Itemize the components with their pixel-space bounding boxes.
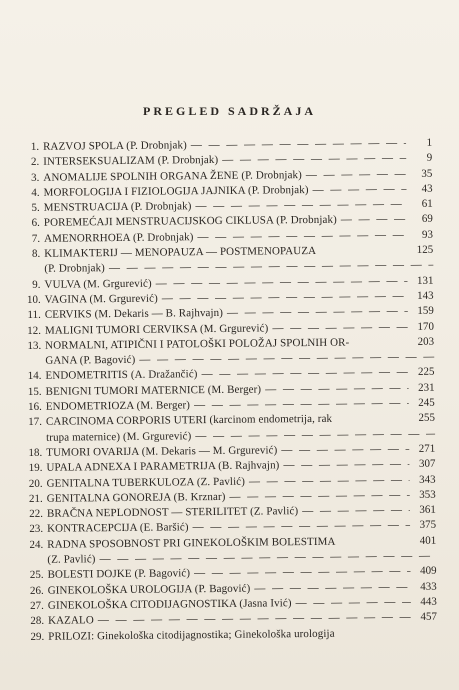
entry-page-number: 401	[419, 534, 437, 547]
table-of-contents	[22, 136, 437, 645]
entry-number: 8.	[31, 247, 41, 260]
toc-entry	[25, 411, 435, 446]
dash-leader	[268, 320, 408, 337]
entry-number: 10.	[26, 293, 41, 306]
entry-title: RAZVOJ SPOLA (P. Drobnjak)	[43, 139, 187, 153]
dash-leader	[302, 167, 407, 183]
entry-title: MALIGNI TUMORI CERVIKSA (M. Grgurević)	[44, 321, 269, 337]
entry-number: 11.	[27, 309, 41, 322]
entry-number: 7.	[31, 232, 41, 245]
entry-number: 27.	[30, 599, 44, 612]
entry-number: 26.	[29, 584, 44, 597]
entry-title: ANOMALIJE SPOLNIH ORGANA ŽENE (P. Drobnjak)	[43, 168, 302, 184]
entry-number: 29.	[30, 630, 45, 643]
entry-number: 22.	[29, 507, 43, 521]
entry-title-continued: GANA (P. Bagović)	[45, 353, 136, 367]
entry-number: 21.	[28, 492, 43, 505]
entry-title: VULVA (M. Grgurević)	[44, 277, 152, 291]
entry-page-number: 457	[420, 610, 438, 624]
entry-title: CERVIKS (M. Dekaris — B. Rajhvajn)	[44, 307, 224, 322]
entry-title: MORFOLOGIJA I FIZIOLOGIJA JAJNIKA (P. Drobnjak)	[43, 183, 309, 199]
entry-number: 13.	[27, 339, 42, 352]
entry-title: POREMEĆAJI MENSTRUACIJSKOG CIKLUSA (P. Drobnjak)	[43, 214, 337, 230]
entry-number: 5.	[31, 202, 40, 215]
entry-title: GINEKOLOŠKA CITODIJAGNOSTIKA (Jasna Ivić)	[47, 597, 292, 612]
entry-title: BENIGNI TUMORI MATERNICE (M. Berger)	[45, 383, 262, 398]
entry-page-number: 343	[419, 473, 436, 486]
entry-title: MENSTRUACIJA (P. Drobnjak)	[43, 200, 192, 214]
entry-page-number: 35	[421, 167, 433, 180]
entry-page-number: 125	[416, 243, 434, 256]
entry-number: 17.	[28, 416, 43, 429]
entry-page-number: 433	[420, 580, 437, 593]
entry-number: 3.	[31, 171, 40, 184]
entry-number: 14.	[27, 370, 42, 383]
entry-page-number: 9	[426, 152, 433, 165]
entry-page-number: 43	[421, 182, 433, 195]
entry-title-continued: trupa maternice) (M. Grgurević)	[46, 429, 192, 444]
entry-page-number: 353	[419, 488, 436, 501]
entry-page-number: 245	[418, 396, 435, 409]
entry-title: GENITALNA GONOREJA (B. Krznar)	[46, 490, 226, 505]
entry-page-number: 443	[420, 595, 437, 608]
entry-number: 15.	[27, 385, 42, 398]
entry-number: 4.	[31, 186, 40, 199]
entry-number: 9.	[32, 278, 41, 291]
entry-number: 1.	[30, 140, 40, 153]
entry-title: TUMORI OVARIJA (M. Dekaris — M. Grgurević)	[46, 444, 278, 459]
entry-page-number: 1	[426, 136, 433, 149]
page-title: PREGLED SADRŽAJA	[142, 104, 316, 118]
entry-title: VAGINA (M. Grgurević)	[44, 292, 158, 306]
entry-title: AMENORRHOEA (P. Drobnjak)	[43, 230, 194, 245]
entry-number: 23.	[29, 523, 44, 536]
entry-title: KLIMAKTERIJ — MENOPAUZA — POSTMENOPAUZA	[44, 245, 317, 260]
entry-number: 6.	[31, 217, 40, 230]
entry-number: 24.	[29, 538, 44, 551]
entry-page-number: 231	[418, 381, 435, 394]
entry-number: 2.	[30, 156, 40, 169]
toc-entry	[23, 243, 433, 278]
entry-title: PRILOZI: Ginekološka citodijagnostika; Ginekološka urologija	[48, 627, 335, 643]
entry-page-number: 375	[419, 519, 437, 532]
entry-title: ENDOMETRITIS (A. Dražančić)	[45, 368, 198, 383]
dash-leader	[279, 457, 409, 474]
entry-title: ENDOMETRIOZA (M. Berger)	[45, 399, 191, 413]
entry-number: 16.	[27, 400, 42, 413]
entry-title: GENITALNA TUBERKULOZA (Z. Pavlić)	[46, 475, 246, 490]
entry-page-number: 255	[418, 412, 435, 425]
toc-entry	[26, 533, 436, 568]
entry-title: KAZALO	[47, 614, 94, 627]
entry-page-number: 225	[417, 366, 435, 379]
toc-entry	[24, 335, 434, 370]
entry-number: 25.	[29, 569, 44, 582]
entry-number: 20.	[28, 477, 43, 490]
entry-title: KONTRACEPCIJA (E. Baršić)	[47, 521, 189, 536]
entry-page-number: 307	[418, 457, 436, 471]
entry-page-number: 69	[421, 213, 433, 226]
entry-title: BRAČNA NEPLODNOST — STERILITET (Z. Pavlić)	[46, 505, 299, 520]
entry-title-continued: (P. Drobnjak)	[44, 262, 105, 276]
toc-entry	[27, 625, 437, 645]
entry-title: BOLESTI DOJKE (P. Bagović)	[47, 567, 191, 582]
dash-leader	[308, 182, 406, 198]
entry-page-number: 361	[419, 503, 436, 516]
entry-title: UPALA ADNEXA I PARAMETRIJA (B. Rajhvajn)	[46, 459, 280, 474]
entry-title-continued: (Z. Pavlić)	[47, 553, 96, 566]
entry-title: CARCINOMA CORPORIS UTERI (karcinom endometrija, rak	[45, 413, 333, 429]
entry-title: INTERSEKSUALIZAM (P. Drobnjak)	[43, 154, 219, 169]
entry-page-number: 409	[419, 564, 437, 578]
entry-number: 28.	[30, 614, 45, 628]
entry-title: NORMALNI, ATIPIČNI I PATOLOŠKI POLOŽAJ SPOLNIH OR-	[45, 336, 350, 352]
dash-leader	[292, 595, 411, 612]
entry-number: 18.	[28, 446, 43, 459]
dash-leader	[250, 580, 411, 597]
dash-leader	[261, 381, 409, 398]
entry-page-number: 61	[421, 197, 433, 211]
entry-number: 12.	[27, 324, 42, 337]
entry-page-number: 170	[417, 320, 435, 333]
entry-title: RADNA SPOSOBNOST PRI GINEKOLOŠKIM BOLESTIMA	[47, 535, 336, 551]
dash-leader	[277, 442, 409, 459]
entry-number: 19.	[28, 462, 43, 475]
entry-page-number: 93	[421, 228, 434, 241]
dash-leader	[337, 212, 407, 228]
entry-page-number: 159	[417, 304, 434, 318]
dash-leader	[245, 472, 410, 489]
entry-page-number: 143	[417, 289, 434, 302]
entry-page-number: 131	[416, 274, 434, 287]
entry-page-number: 203	[417, 335, 435, 348]
entry-title: GINEKOLOŠKA UROLOGIJA (P. Bagović)	[47, 582, 251, 597]
dash-leader	[298, 503, 410, 519]
entry-page-number: 271	[418, 442, 436, 455]
